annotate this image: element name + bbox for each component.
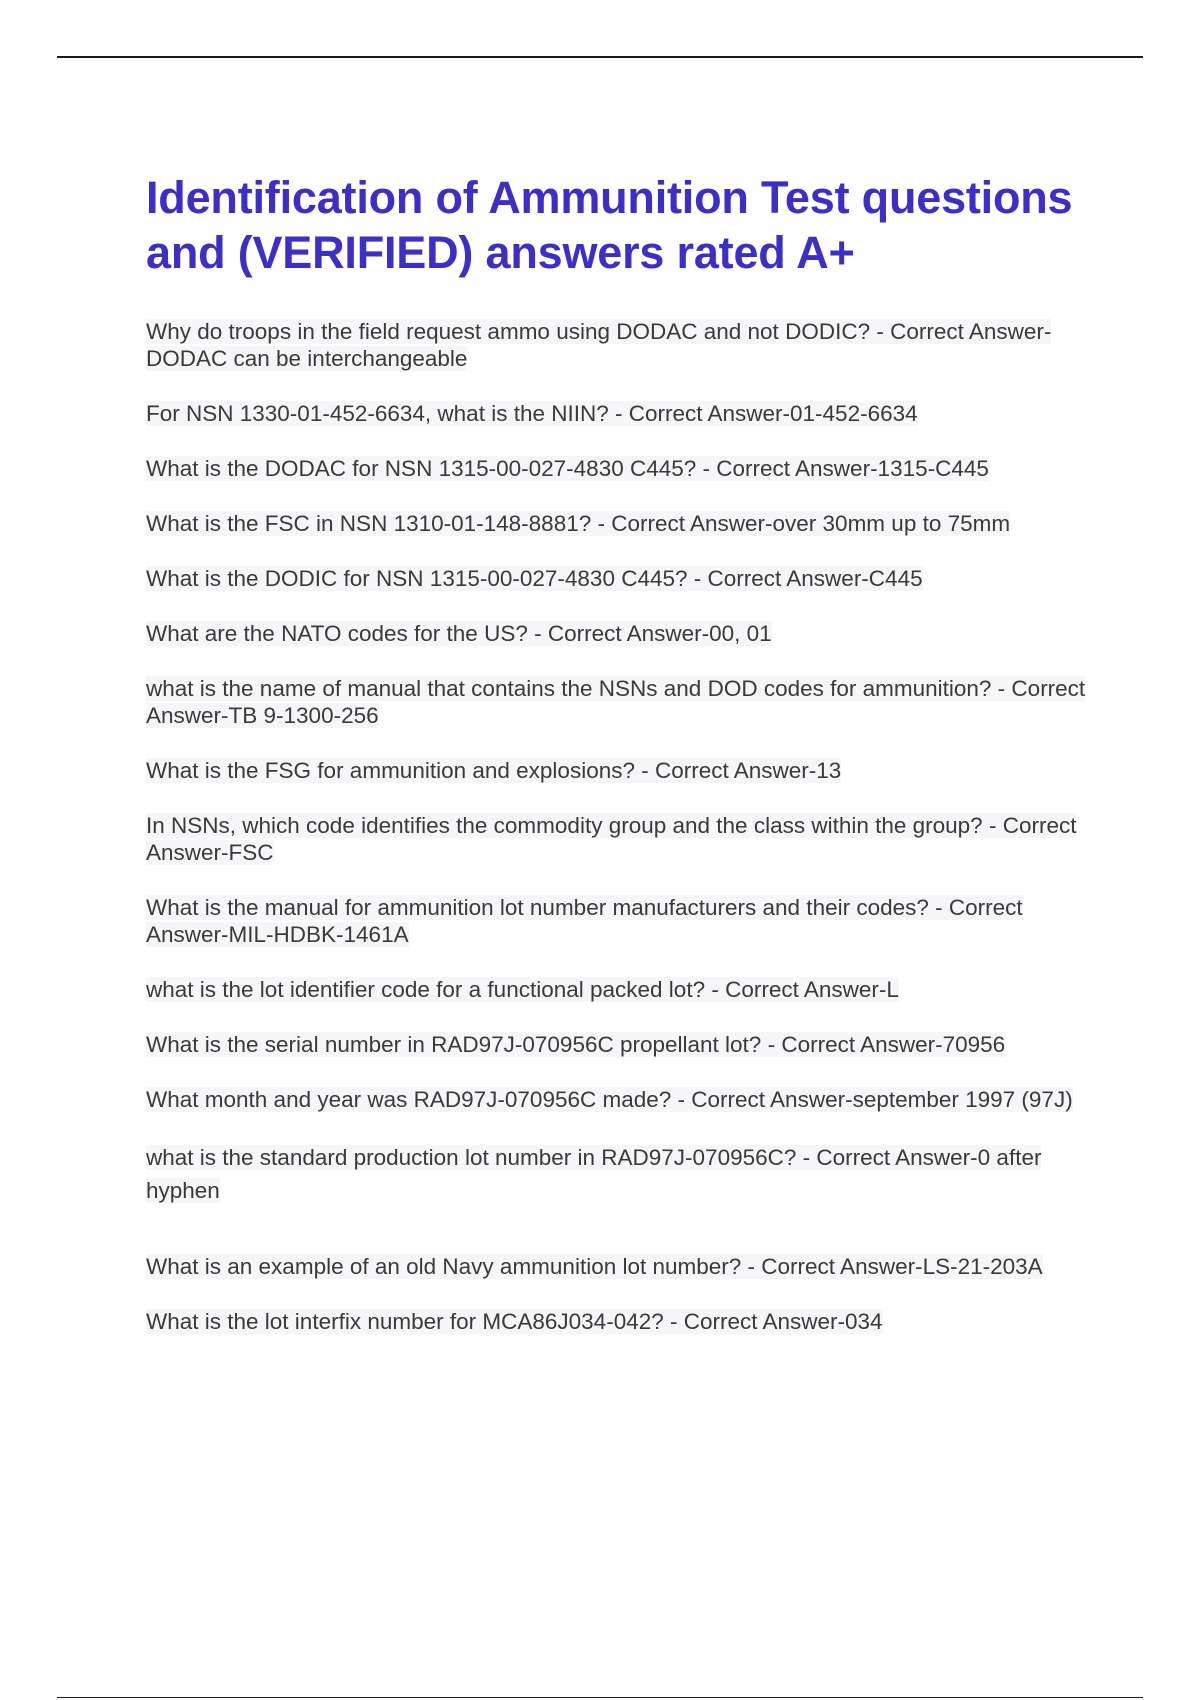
qa-text: What are the NATO codes for the US? - Correct Answer-00, 01 bbox=[146, 621, 772, 646]
qa-item-9 bbox=[146, 812, 1096, 866]
qa-text: What is an example of an old Navy ammunition lot number? - Correct Answer-LS-21-203A bbox=[146, 1254, 1043, 1279]
qa-text: What is the serial number in RAD97J-070956C propellant lot? - Correct Answer-70956 bbox=[146, 1032, 1006, 1057]
qa-text: What is the FSC in NSN 1310-01-148-8881? - Correct Answer-over 30mm up to 75mm bbox=[146, 511, 1011, 536]
qa-text: What is the DODAC for NSN 1315-00-027-4830 C445? - Correct Answer-1315-C445 bbox=[146, 456, 989, 481]
qa-item-5 bbox=[146, 565, 1096, 592]
top-divider bbox=[57, 56, 1143, 58]
qa-text: In NSNs, which code identifies the commodity group and the class within the group? - Correct Answer-FSC bbox=[146, 813, 1077, 865]
qa-text: what is the lot identifier code for a functional packed lot? - Correct Answer-L bbox=[146, 977, 899, 1002]
qa-item-16 bbox=[146, 1308, 1096, 1335]
qa-item-7 bbox=[146, 675, 1096, 729]
qa-text: what is the name of manual that contains the NSNs and DOD codes for ammunition? - Correct Answer-TB 9-1300-256 bbox=[146, 676, 1086, 728]
qa-item-11 bbox=[146, 976, 1096, 1003]
bottom-divider bbox=[57, 1697, 1143, 1698]
qa-text: Why do troops in the field request ammo using DODAC and not DODIC? - Correct Answer-DODAC can be interchangeable bbox=[146, 319, 1052, 371]
qa-item-15 bbox=[146, 1253, 1096, 1280]
document-title: Identification of Ammunition Test questions and (VERIFIED) answers rated A+ bbox=[146, 172, 1073, 278]
qa-list bbox=[146, 318, 1096, 1335]
qa-text: What is the DODIC for NSN 1315-00-027-4830 C445? - Correct Answer-C445 bbox=[146, 566, 923, 591]
qa-text: What is the FSG for ammunition and explosions? - Correct Answer-13 bbox=[146, 758, 842, 783]
qa-text: What month and year was RAD97J-070956C made? - Correct Answer-september 1997 (97J) bbox=[146, 1087, 1073, 1112]
qa-item-12 bbox=[146, 1031, 1096, 1058]
qa-item-8 bbox=[146, 757, 1096, 784]
qa-item-14 bbox=[146, 1141, 1096, 1207]
qa-item-6 bbox=[146, 620, 1096, 647]
qa-text: For NSN 1330-01-452-6634, what is the NIIN? - Correct Answer-01-452-6634 bbox=[146, 401, 918, 426]
qa-item-4 bbox=[146, 510, 1096, 537]
qa-text: What is the manual for ammunition lot number manufacturers and their codes? - Correct Answer-MIL-HDBK-1461A bbox=[146, 895, 1023, 947]
qa-text: What is the lot interfix number for MCA86J034-042? - Correct Answer-034 bbox=[146, 1309, 883, 1334]
qa-item-3 bbox=[146, 455, 1096, 482]
qa-item-2 bbox=[146, 400, 1096, 427]
qa-item-13 bbox=[146, 1086, 1096, 1113]
qa-item-1 bbox=[146, 318, 1096, 372]
qa-text: what is the standard production lot number in RAD97J-070956C? - Correct Answer-0 after hyphen bbox=[146, 1145, 1042, 1203]
document-body bbox=[146, 170, 1096, 1363]
qa-item-10 bbox=[146, 894, 1096, 948]
